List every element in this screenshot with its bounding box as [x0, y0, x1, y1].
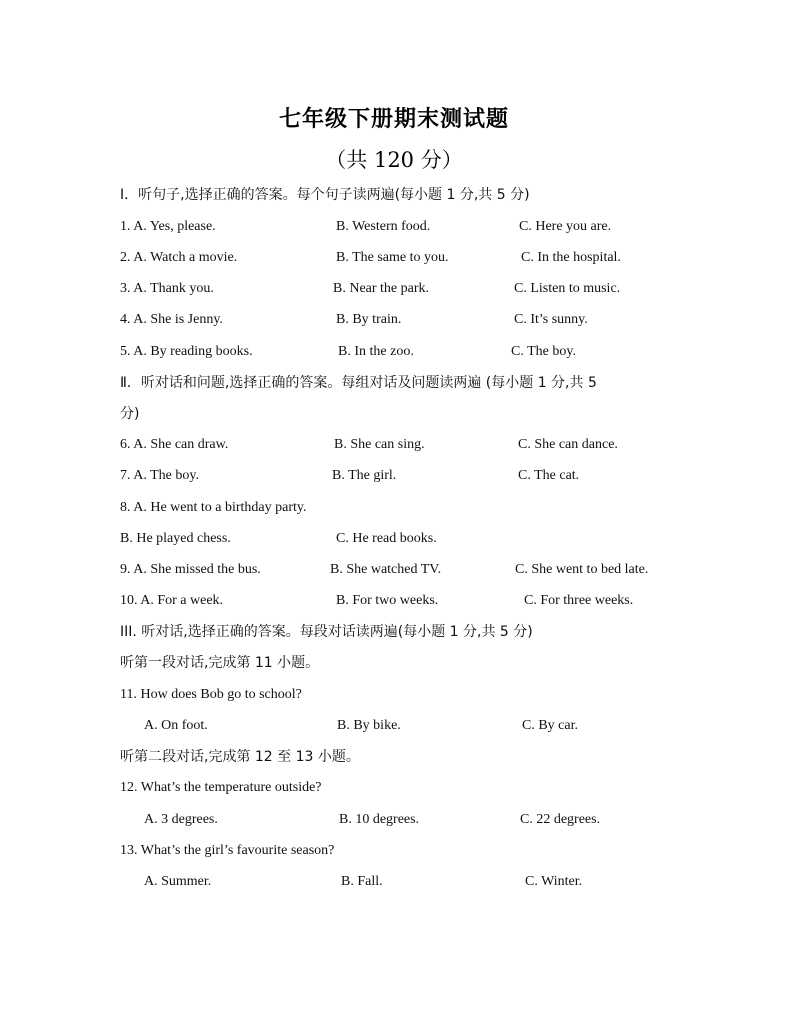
section-2-heading: Ⅱ．听对话和问题,选择正确的答案。每组对话及问题读两遍 (每小题 1 分,共 5: [120, 375, 597, 391]
q9-option-c: C. She went to bed late.: [515, 562, 649, 577]
q13-option-b: B. Fall.: [341, 874, 383, 889]
section-3-heading: III. 听对话,选择正确的答案。每段对话读两遍(每小题 1 分,共 5 分): [120, 624, 533, 640]
section-3-part-2: 听第二段对话,完成第 12 至 13 小题。: [120, 749, 360, 765]
score-subtitle: （共 120 分）: [325, 148, 463, 172]
section-2-heading-cont: 分): [120, 406, 140, 422]
section-3-part-1: 听第一段对话,完成第 11 小题。: [120, 655, 320, 671]
q10-option-c: C. For three weeks.: [524, 593, 634, 608]
q6-option-c: C. She can dance.: [518, 437, 618, 452]
q13-option-a: A. Summer.: [144, 874, 212, 889]
q1-option-a: 1. A. Yes, please.: [120, 219, 216, 234]
q3-option-a: 3. A. Thank you.: [120, 281, 214, 296]
q8-option-a: 8. A. He went to a birthday party.: [120, 500, 307, 515]
q4-option-b: B. By train.: [336, 312, 402, 327]
q5-option-c: C. The boy.: [511, 344, 576, 359]
q4-option-c: C. It’s sunny.: [514, 312, 588, 327]
q4-option-a: 4. A. She is Jenny.: [120, 312, 223, 327]
section-1-heading: Ⅰ．听句子,选择正确的答案。每个句子读两遍(每小题 1 分,共 5 分): [120, 187, 530, 203]
q2-option-a: 2. A. Watch a movie.: [120, 250, 238, 265]
q2-option-c: C. In the hospital.: [521, 250, 621, 265]
q8-option-c: C. He read books.: [336, 531, 437, 546]
q6-option-a: 6. A. She can draw.: [120, 437, 229, 452]
q11-option-a: A. On foot.: [144, 718, 208, 733]
q9-option-b: B. She watched TV.: [330, 562, 442, 577]
q10-option-b: B. For two weeks.: [336, 593, 439, 608]
q8-option-b: B. He played chess.: [120, 531, 231, 546]
q13-stem: 13. What’s the girl’s favourite season?: [120, 843, 335, 858]
q5-option-b: B. In the zoo.: [338, 344, 414, 359]
q6-option-b: B. She can sing.: [334, 437, 425, 452]
q12-option-b: B. 10 degrees.: [339, 812, 420, 827]
q12-option-a: A. 3 degrees.: [144, 812, 218, 827]
q9-option-a: 9. A. She missed the bus.: [120, 562, 261, 577]
q2-option-b: B. The same to you.: [336, 250, 449, 265]
q7-option-c: C. The cat.: [518, 468, 580, 483]
q1-option-c: C. Here you are.: [519, 219, 612, 234]
q10-option-a: 10. A. For a week.: [120, 593, 224, 608]
q1-option-b: B. Western food.: [336, 219, 431, 234]
page-title: 七年级下册期末测试题: [278, 106, 509, 132]
q11-option-b: B. By bike.: [337, 718, 401, 733]
q3-option-b: B. Near the park.: [333, 281, 430, 296]
q7-option-b: B. The girl.: [332, 468, 397, 483]
q12-stem: 12. What’s the temperature outside?: [120, 780, 322, 795]
q13-option-c: C. Winter.: [525, 874, 583, 889]
q12-option-c: C. 22 degrees.: [520, 812, 601, 827]
q7-option-a: 7. A. The boy.: [120, 468, 199, 483]
q3-option-c: C. Listen to music.: [514, 281, 621, 296]
q11-option-c: C. By car.: [522, 718, 578, 733]
q5-option-a: 5. A. By reading books.: [120, 344, 253, 359]
q11-stem: 11. How does Bob go to school?: [120, 687, 302, 702]
